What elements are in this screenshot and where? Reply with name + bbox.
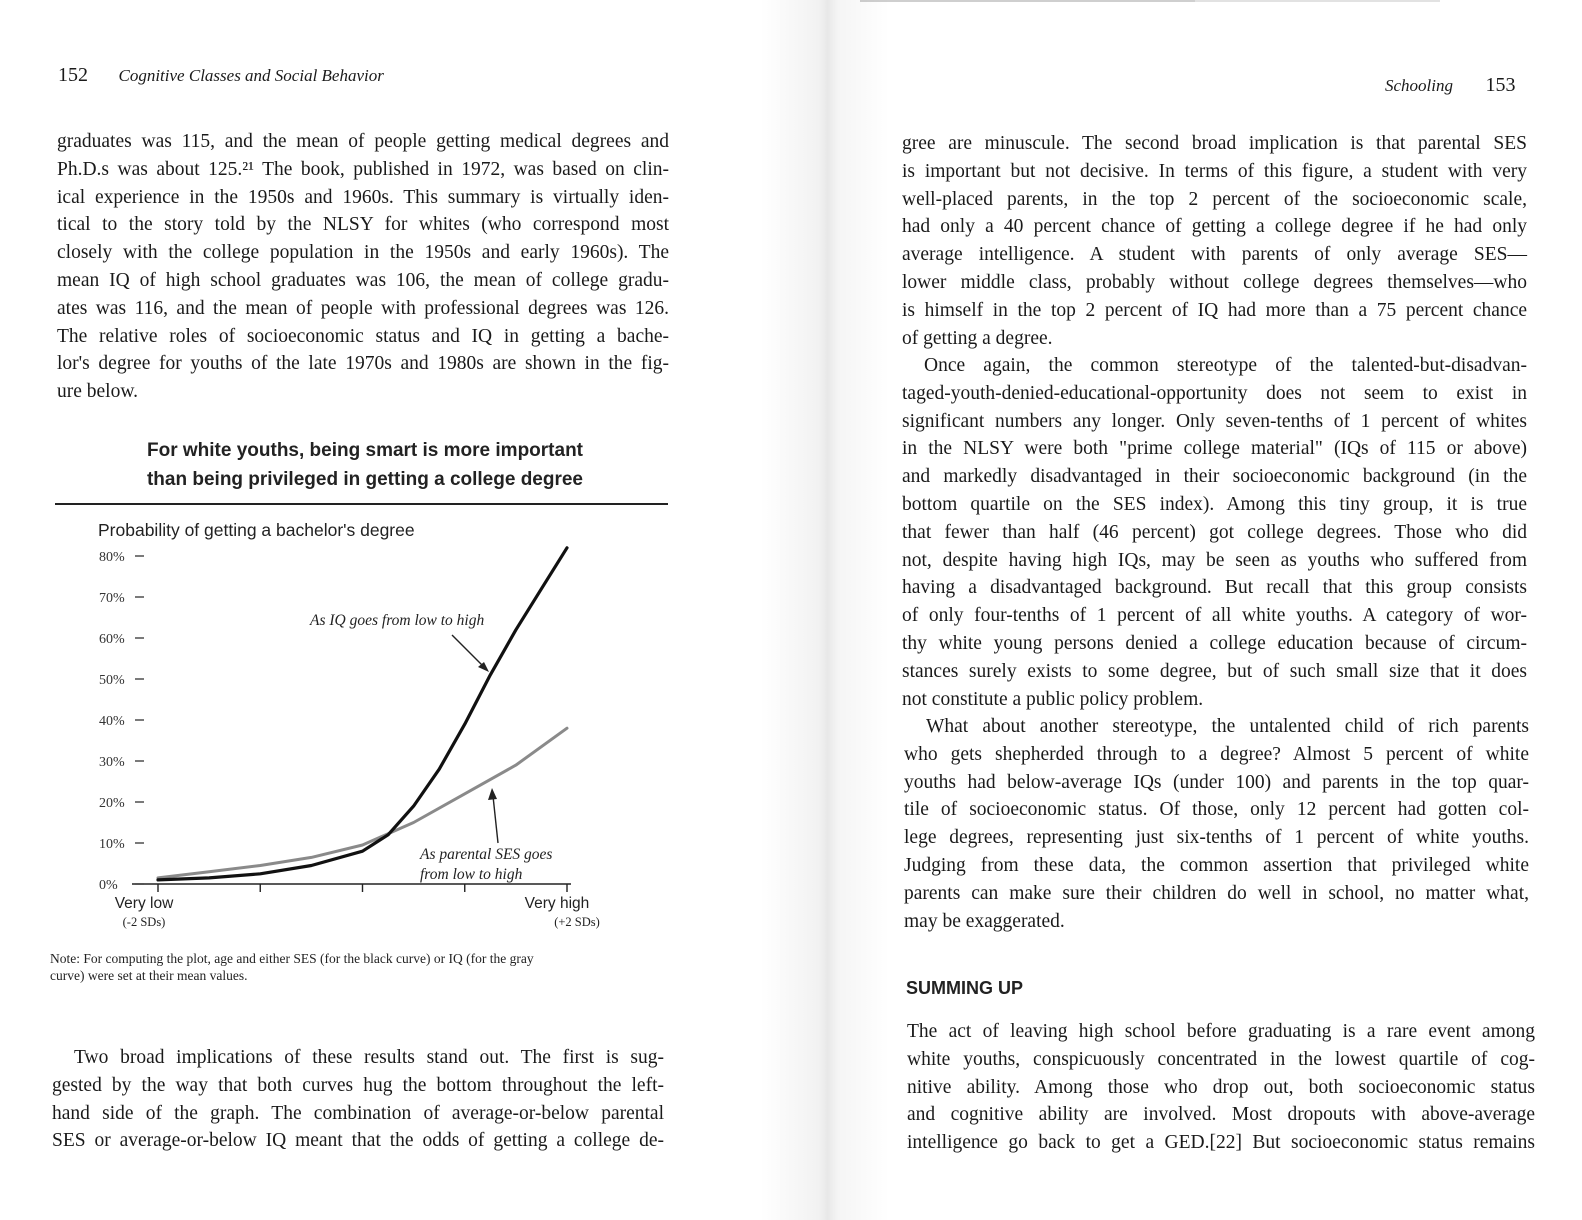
annotation-arrow-ses (493, 796, 498, 843)
y-tick-label: 30% (99, 755, 125, 770)
right-page-number: 153 (1485, 74, 1516, 96)
right-paragraph-2 (902, 352, 1527, 713)
text-line: not, despite having high IQs, may be seen as youths who suffered from (902, 549, 1527, 571)
section-heading: SUMMING UP (906, 978, 1023, 998)
left-page-number: 152 (58, 64, 88, 86)
right-paragraph-4 (907, 1018, 1535, 1157)
chart-annotations (309, 612, 552, 883)
text-line: well-placed parents, in the top 2 percent of the socioeconomic scale, (902, 188, 1527, 210)
text-line: parents can make sure their children do well in school, no matter what, (904, 882, 1529, 904)
y-tick-label: 80% (99, 550, 125, 565)
text-line: The relative roles of socioeconomic status and IQ in getting a bache- (57, 325, 669, 347)
y-tick-label: 40% (99, 714, 125, 729)
series-line-iq (158, 548, 567, 880)
text-line: stances surely exists to some degree, but of such small size that it does (902, 660, 1527, 682)
right-paragraph-1 (902, 130, 1527, 352)
figure-note-line-1: Note: For computing the plot, age and either SES (for the black curve) or IQ (for the gray (50, 951, 534, 966)
y-tick-label: 60% (99, 632, 125, 647)
text-line: Ph.D.s was about 125.²¹ The book, published in 1972, was based on clin- (57, 158, 669, 180)
left-running-title: Cognitive Classes and Social Behavior (118, 66, 384, 85)
text-line: of getting a degree. (902, 327, 1053, 349)
text-line: tical to the story told by the NLSY for whites (who correspond most (57, 214, 669, 236)
text-line: gested by the way that both curves hug the bottom throughout the left- (52, 1074, 664, 1096)
text-line: thy white young persons denied a college education because of circum- (902, 632, 1527, 654)
text-line: intelligence go back to get a GED.[22] But socioeconomic status remains (907, 1132, 1535, 1154)
text-line: lege degrees, representing just six-tenths of 1 percent of white youths. (904, 827, 1529, 849)
text-line: tile of socioeconomic status. Of those, only 12 percent had gotten col- (904, 799, 1529, 821)
text-line: mean IQ of high school graduates was 106, the mean of college gradu- (57, 269, 669, 291)
chart-svg (0, 0, 790, 1220)
text-line: in the NLSY were both "prime college material" (IQs of 115 or above) (902, 438, 1527, 460)
text-line: Two broad implications of these results stand out. The first is sug- (74, 1047, 664, 1068)
text-line: and cognitive ability are involved. Most dropouts with above-average (907, 1104, 1535, 1126)
text-line: youths had below-average IQs (under 100) and parents in the top quar- (904, 771, 1529, 793)
text-line: Judging from these data, the common assertion that privileged white (904, 854, 1529, 876)
figure-title-line-1: For white youths, being smart is more important (147, 440, 583, 461)
text-line: had only a 40 percent chance of getting a college degree if he had only (902, 216, 1527, 238)
left-paragraph-2 (52, 1044, 664, 1155)
x-end-sublabel: (+2 SDs) (554, 915, 600, 929)
annotation-arrowhead-ses (488, 788, 497, 800)
x-end-label: Very high (524, 895, 590, 912)
text-line: of only four-tenths of 1 percent of all white youths. A category of wor- (902, 605, 1527, 627)
chart-series (158, 548, 567, 880)
right-running-title: Schooling (1385, 76, 1453, 95)
text-line: Once again, the common stereotype of the talented-but-disadvan- (924, 355, 1527, 376)
y-tick-label: 10% (99, 837, 125, 852)
y-tick-label: 70% (99, 591, 125, 606)
text-line: taged-youth-denied-educational-opportunity does not seem to exist in (902, 382, 1527, 404)
text-line: is important but not decisive. In terms of this figure, a student with very (902, 160, 1527, 182)
text-line: lor's degree for youths of the late 1970s and 1980s are shown in the fig- (57, 353, 669, 375)
x-end-sublabel: (-2 SDs) (122, 915, 166, 929)
annotation-iq: As IQ goes from low to high (310, 612, 485, 629)
annotation-arrow-iq (452, 635, 486, 669)
y-tick-label: 20% (99, 796, 125, 811)
right-running-head (1385, 74, 1516, 97)
text-line: that fewer than half (46 percent) got college degrees. Those who did (902, 521, 1527, 543)
text-line: and markedly disadvantaged in their socioeconomic background (in the (902, 466, 1527, 488)
text-line: graduates was 115, and the mean of people getting medical degrees and (57, 131, 669, 152)
text-line: not constitute a public policy problem. (902, 688, 1204, 710)
text-line: ical experience in the 1950s and 1960s. This summary is virtually iden- (57, 186, 669, 208)
text-line: significant numbers any longer. Only seven-tenths of 1 percent of whites (902, 410, 1527, 432)
chart-y-axis-label: Probability of getting a bachelor's degree (98, 520, 415, 540)
text-line: gree are minuscule. The second broad implication is that parental SES (902, 133, 1527, 154)
text-line: may be exaggerated. (904, 910, 1065, 932)
chart-axes (99, 550, 600, 929)
text-line: ates was 116, and the mean of people with professional degrees was 126. (57, 297, 669, 319)
figure-note (50, 950, 670, 984)
text-line: bottom quartile on the SES index). Among this tiny group, it is true (902, 493, 1527, 515)
figure-note-line-2: curve) were set at their mean values. (50, 968, 248, 983)
annotation-ses-line2: from low to high (420, 866, 523, 883)
figure-title-line-2: than being privileged in getting a college degree (146, 469, 584, 490)
text-line: The act of leaving high school before graduating is a rare event among (907, 1021, 1535, 1042)
text-line: having a disadvantaged background. But recall that this group consists (902, 577, 1527, 599)
right-paragraph-3 (904, 713, 1529, 935)
y-tick-label: 0% (99, 878, 118, 893)
text-line: What about another stereotype, the untalented child of rich parents (926, 716, 1529, 737)
left-page (0, 0, 790, 1220)
text-line: white youths, conspicuously concentrated in the lowest quartile of cog- (907, 1048, 1535, 1070)
text-line: lower middle class, probably without college degrees themselves—who (902, 271, 1527, 293)
annotation-ses-line1: As parental SES goes (420, 846, 553, 863)
text-line: SES or average-or-below IQ meant that the odds of getting a college de- (52, 1130, 664, 1152)
text-line: nitive ability. Among those who drop out, both socioeconomic status (907, 1076, 1535, 1098)
text-line: closely with the college population in the 1950s and early 1960s). The (57, 242, 669, 264)
text-line: ure below. (57, 381, 139, 403)
text-line: who gets shepherded through to a degree? Almost 5 percent of white (904, 743, 1529, 765)
text-line: hand side of the graph. The combination of average-or-below parental (52, 1102, 664, 1124)
y-tick-label: 50% (99, 673, 125, 688)
text-line: is himself in the top 2 percent of IQ had more than a 75 percent chance (902, 299, 1527, 321)
text-line: average intelligence. A student with parents of only average SES— (902, 244, 1527, 266)
x-end-label: Very low (114, 895, 174, 912)
